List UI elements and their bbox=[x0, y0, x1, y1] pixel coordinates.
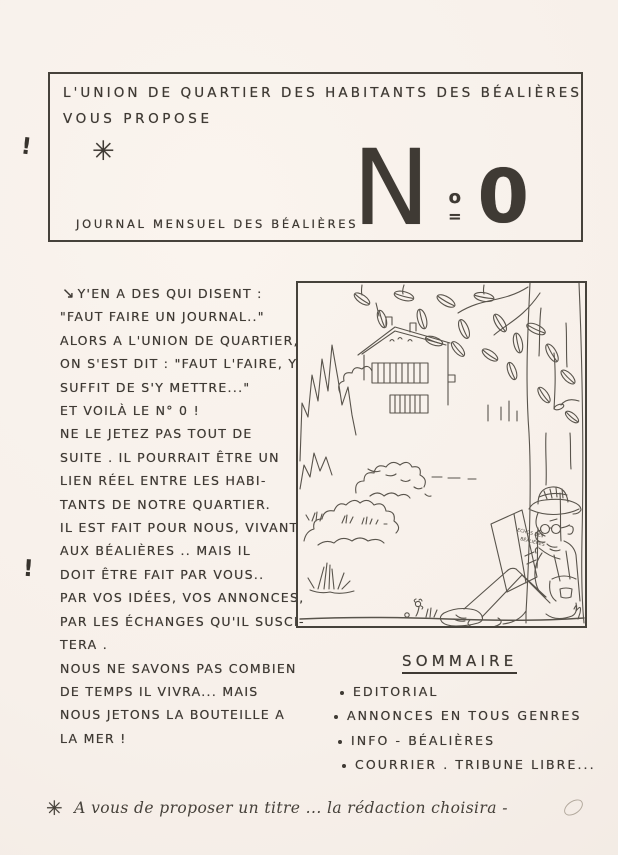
intro-line: SUFFIT DE S'Y METTRE..." bbox=[60, 379, 251, 395]
reader-under-tree-drawing bbox=[298, 283, 585, 626]
intro-line: PAR LES ÉCHANGES QU'IL SUSCI- bbox=[60, 613, 305, 629]
union-subtitle: VOUS PROPOSE bbox=[63, 111, 213, 127]
intro-line: NOUS JETONS LA BOUTEILLE A bbox=[60, 707, 286, 723]
intro-line: "FAUT FAIRE UN JOURNAL.." bbox=[60, 309, 265, 325]
intro-line: ON S'EST DIT : "FAUT L'FAIRE, Y bbox=[60, 356, 298, 372]
svg-text:BÉALIÈRES: BÉALIÈRES bbox=[519, 537, 546, 548]
sommaire-list bbox=[334, 683, 596, 773]
union-title: L'UNION DE QUARTIER DES HABITANTS DES BÉALIÈRES bbox=[63, 85, 583, 101]
grass-flowers-drawing bbox=[306, 512, 581, 619]
intro-text bbox=[60, 282, 308, 750]
margin-pen-mark: ! bbox=[19, 133, 34, 161]
pen-oval-mark bbox=[561, 796, 586, 819]
footnote-text: A vous de proposer un titre ... la rédaction choisira - bbox=[74, 799, 508, 817]
asterisk-note-icon: ✳ bbox=[92, 136, 115, 167]
issue-letter: N bbox=[352, 126, 431, 249]
sommaire-item: ANNONCES EN TOUS GENRES bbox=[334, 708, 590, 723]
house-drawing bbox=[358, 317, 455, 413]
intro-line: NOUS NE SAVONS PAS COMBIEN bbox=[60, 660, 297, 676]
intro-line: ET VOILÀ LE N° 0 ! bbox=[60, 403, 200, 419]
arrow-mark-icon: ↘ bbox=[62, 284, 75, 302]
bushes-drawing bbox=[304, 366, 517, 545]
sommaire-item: INFO - BÉALIÈRES bbox=[338, 733, 590, 748]
intro-line: PAR VOS IDÉES, VOS ANNONCES, bbox=[60, 590, 305, 606]
intro-line: DE TEMPS IL VIVRA... MAIS bbox=[60, 683, 259, 699]
footnote bbox=[46, 796, 508, 820]
issue-ordinal: o = bbox=[448, 186, 462, 226]
bullet-dot-icon bbox=[342, 764, 346, 768]
intro-line: SUITE . IL POURRAIT ÊTRE UN bbox=[60, 449, 280, 465]
intro-line: ↘ Y'EN A DES QUI DISENT : bbox=[62, 284, 263, 302]
intro-line: LIEN RÉEL ENTRE LES HABI- bbox=[60, 473, 267, 489]
intro-line: LA MER ! bbox=[60, 730, 127, 746]
bullet-dot-icon bbox=[340, 691, 344, 695]
svg-text:ECHOS DES: ECHOS DES bbox=[516, 528, 544, 540]
masthead-box bbox=[48, 72, 583, 249]
sommaire-item: EDITORIAL bbox=[340, 684, 590, 699]
issue-zero: 0 bbox=[477, 154, 529, 241]
illustration-box bbox=[296, 281, 587, 628]
bullet-dot-icon bbox=[334, 715, 338, 719]
ground-line bbox=[300, 618, 584, 621]
sommaire-title: SOMMAIRE bbox=[402, 652, 517, 674]
intro-line: TERA . bbox=[60, 637, 109, 653]
intro-line: DOIT ÊTRE FAIT PAR VOUS.. bbox=[60, 566, 265, 582]
intro-line: TANTS DE NOTRE QUARTIER. bbox=[60, 496, 271, 512]
issue-number bbox=[352, 126, 529, 249]
intro-line: AUX BÉALIÈRES .. MAIS IL bbox=[60, 543, 252, 559]
journal-subtitle: JOURNAL MENSUEL DES BÉALIÈRES bbox=[76, 217, 359, 231]
margin-pen-mark: ! bbox=[22, 555, 35, 583]
intro-line: IL EST FAIT POUR NOUS, VIVANT bbox=[60, 520, 299, 536]
bullet-dot-icon bbox=[338, 740, 342, 744]
asterisk-footnote-icon: ✳ bbox=[46, 796, 64, 820]
conifer-trees-drawing bbox=[300, 345, 356, 489]
intro-line: NE LE JETEZ PAS TOUT DE bbox=[60, 426, 253, 442]
sommaire-item: COURRIER . TRIBUNE LIBRE... bbox=[342, 757, 590, 772]
sommaire bbox=[334, 651, 596, 772]
intro-line: ALORS A L'UNION DE QUARTIER, bbox=[60, 332, 299, 348]
foliage-leaves-drawing bbox=[352, 285, 580, 425]
